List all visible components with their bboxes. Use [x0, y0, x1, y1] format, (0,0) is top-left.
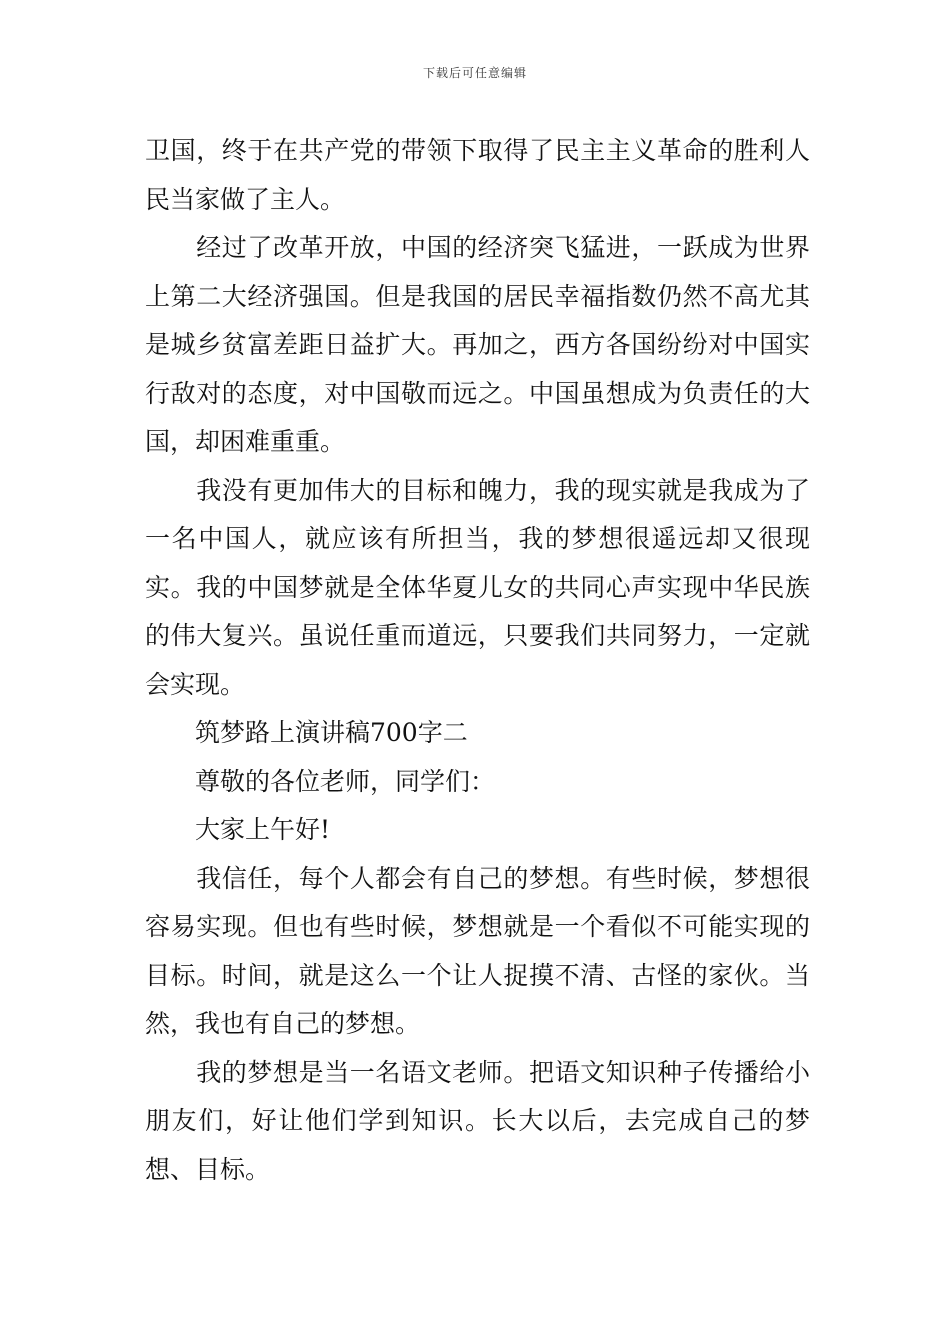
greeting: 大家上午好!: [145, 815, 331, 844]
page-header: 下载后可任意编辑: [422, 66, 527, 80]
paragraph-belief: 我信任，每个人都会有自己的梦想。有些时候，梦想很容易实现。但也有些时候，梦想就是一个看似不可能实现的目标。时间，就是这么一个让人捉摸不清、古怪的家伙。当然，我也有自己的梦想。: [145, 863, 810, 1038]
paragraph-reform: 经过了改革开放，中国的经济突飞猛进，一跃成为世界上第二大经济强国。但是我国的居民幸福指数仍然不高尤其是城乡贫富差距日益扩大。再加之，西方各国纷纷对中国实行敌对的态度，对中国敬而远之。中国虽想成为负责任的大国，却困难重重。: [145, 233, 810, 456]
paragraph-teacher-dream: 我的梦想是当一名语文老师。把语文知识种子传播给小朋友们，好让他们学到知识。长大以后，去完成自己的梦想、目标。: [145, 1057, 810, 1184]
document-body: [145, 127, 810, 1194]
section-title: 筑梦路上演讲稿700字二: [145, 718, 468, 747]
paragraph-chinese-dream: 我没有更加伟大的目标和魄力，我的现实就是我成为了一名中国人，就应该有所担当，我的梦想很遥远却又很现实。我的中国梦就是全体华夏儿女的共同心声实现中华民族的伟大复兴。虽说任重而道远，只要我们共同努力，一定就会实现。: [145, 475, 810, 699]
salutation: 尊敬的各位老师，同学们：: [145, 766, 496, 796]
paragraph-continuation: 卫国，终于在共产党的带领下取得了民主主义革命的胜利人民当家做了主人。: [145, 136, 810, 214]
